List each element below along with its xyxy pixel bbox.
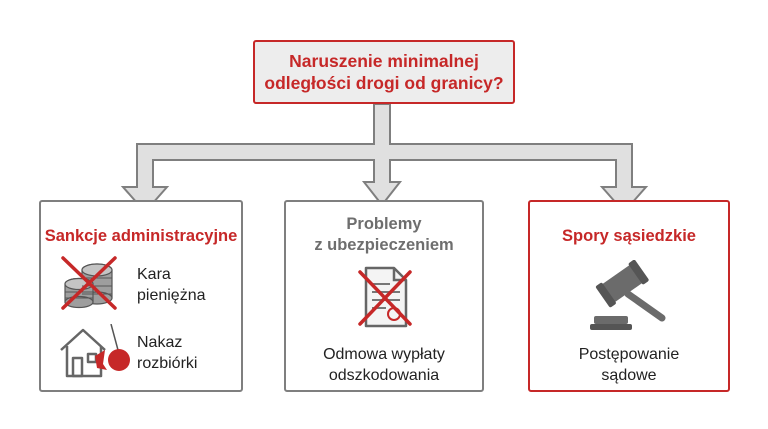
insurance-problems-title: Problemy z ubezpieczeniem [314,215,454,254]
coins-crossed-icon [59,254,119,312]
document-crossed-icon [356,264,414,330]
court-proceedings-label: Postępowanie sądowe [578,346,680,384]
demolition-order-label: Nakaz rozbiórki [137,334,198,372]
administrative-sanctions-title: Sankcje administracyjne [44,227,238,245]
administrative-sanctions-box [39,200,243,392]
insurance-problems-box [284,200,484,392]
question-box [253,40,515,104]
neighbor-disputes-box [528,200,730,392]
neighbor-disputes-title: Spory sąsiedzkie [562,227,696,245]
fine-label: Kara pieniężna [137,266,206,304]
house-wrecking-ball-icon [57,324,131,380]
claim-refusal-label: Odmowa wypłaty odszkodowania [323,346,445,384]
connector-bar [123,104,646,212]
gavel-icon [588,260,670,334]
question-text: Naruszenie minimalnej odległości drogi od granicy? [264,51,504,93]
